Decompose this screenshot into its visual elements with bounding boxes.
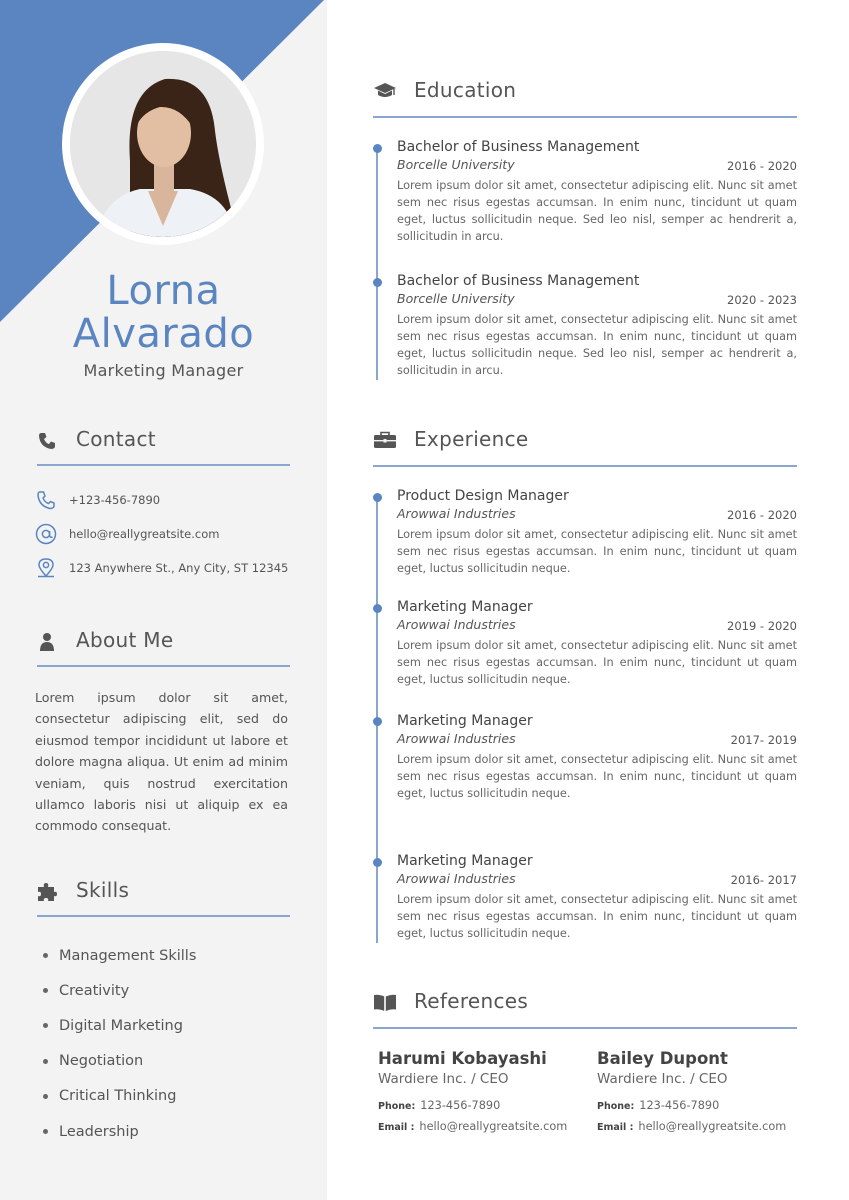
timeline-dot <box>373 604 382 613</box>
entry-dates: 2016 - 2020 <box>727 159 797 173</box>
list-item <box>43 1044 196 1079</box>
email-label: Email : <box>597 1122 634 1133</box>
entry-org: Borcelle University <box>397 291 515 306</box>
entry-description: Lorem ipsum dolor sit amet, consectetur adipiscing elit. Nunc sit amet sem nec risus egestas accumsan. In enim nunc, tincidunt ut quam eget, luctus sollicitudin neque. <box>397 528 797 575</box>
education-timeline <box>376 148 378 380</box>
list-item <box>43 1079 196 1114</box>
graduation-cap-icon <box>373 82 397 100</box>
bullet <box>43 953 48 958</box>
entry-org-row <box>397 731 797 749</box>
entry-description: Lorem ipsum dolor sit amet, consectetur adipiscing elit. Nunc sit amet sem nec risus egestas accumsan. In enim nunc, tincidunt ut quam eget, luctus sollicitudin neque. <box>397 753 797 800</box>
about-text: Lorem ipsum dolor sit amet, consectetur adipiscing elit, sed do eiusmod tempor incididunt ut labore et dolore magna aliqua. Ut enim ad minim veniam, quis nostrud exercitation ullamco laboris nisi ut aliquip ex ea commodo consequat. <box>35 690 288 834</box>
contact-phone[interactable]: +123-456-7890 <box>69 493 161 507</box>
bullet <box>43 1059 48 1064</box>
reference-phone-row <box>597 1099 807 1120</box>
contact-address: 123 Anywhere St., Any City, ST 12345 <box>69 561 289 575</box>
reference-email-row <box>597 1120 807 1141</box>
entry-org: Borcelle University <box>397 157 515 172</box>
entry-org: Arowwai Industries <box>397 506 516 521</box>
entry-title: Product Design Manager <box>397 488 569 504</box>
entry-org-row <box>397 157 797 175</box>
skills-heading: Skills <box>76 878 130 902</box>
bullet <box>43 1094 48 1099</box>
entry-description: Lorem ipsum dolor sit amet, consectetur adipiscing elit. Nunc sit amet sem nec risus egestas accumsan. In enim nunc, tincidunt ut quam eget, luctus sollicitudin neque. Sed leo nisl, semper ac hendrerit a, sollicitudin in arcu. <box>397 313 797 377</box>
entry-dates: 2016 - 2020 <box>727 508 797 522</box>
timeline-dot <box>373 717 382 726</box>
sidebar <box>0 0 327 1200</box>
entry-title: Marketing Manager <box>397 599 533 615</box>
entry-org-row <box>397 871 797 889</box>
entry-dates: 2017- 2019 <box>730 733 797 747</box>
experience-entry <box>397 713 797 802</box>
skill-label: Leadership <box>59 1123 139 1140</box>
phone-label: Phone: <box>378 1101 416 1112</box>
entry-description: Lorem ipsum dolor sit amet, consectetur adipiscing elit. Nunc sit amet sem nec risus egestas accumsan. In enim nunc, tincidunt ut quam eget, luctus sollicitudin neque. Sed leo nisl, semper ac hendrerit a, sollicitudin in arcu. <box>397 179 797 243</box>
avatar <box>70 51 256 237</box>
list-item <box>43 1114 196 1149</box>
contact-divider <box>37 464 290 466</box>
reference-role: Wardiere Inc. / CEO <box>378 1071 509 1087</box>
references-divider <box>373 1027 797 1029</box>
education-entry <box>397 139 797 245</box>
entry-title: Bachelor of Business Management <box>397 273 640 289</box>
skill-label: Management Skills <box>59 947 197 964</box>
reference-email-row <box>378 1120 588 1141</box>
experience-divider <box>373 465 797 467</box>
skills-list <box>43 938 196 1149</box>
briefcase-icon <box>373 431 397 449</box>
reference-phone-row <box>378 1099 588 1120</box>
entry-org-row <box>397 617 797 635</box>
education-heading: Education <box>414 78 517 102</box>
contact-phone-row <box>35 487 160 513</box>
entry-org: Arowwai Industries <box>397 617 516 632</box>
timeline-dot <box>373 493 382 502</box>
entry-dates: 2020 - 2023 <box>727 293 797 307</box>
entry-dates: 2019 - 2020 <box>727 619 797 633</box>
about-divider <box>37 665 290 667</box>
timeline-dot <box>373 144 382 153</box>
phone-label: Phone: <box>597 1101 635 1112</box>
person-icon <box>38 632 56 652</box>
timeline-dot <box>373 858 382 867</box>
reference-email[interactable]: hello@reallygreatsite.com <box>419 1120 568 1133</box>
reference-phone[interactable]: 123-456-7890 <box>420 1099 501 1112</box>
reference-card <box>597 1049 807 1141</box>
experience-entry <box>397 853 797 942</box>
location-pin-icon <box>35 557 57 579</box>
last-name: Alvarado <box>72 311 255 357</box>
reference-role: Wardiere Inc. / CEO <box>597 1071 728 1087</box>
reference-phone[interactable]: 123-456-7890 <box>639 1099 720 1112</box>
avatar-portrait-icon <box>70 51 256 237</box>
list-item <box>43 1008 196 1043</box>
experience-entry <box>397 599 797 688</box>
entry-org-row <box>397 506 797 524</box>
contact-email[interactable]: hello@reallygreatsite.com <box>69 527 220 541</box>
timeline-dot <box>373 278 382 287</box>
entry-org: Arowwai Industries <box>397 731 516 746</box>
experience-heading: Experience <box>414 427 529 451</box>
job-title: Marketing Manager <box>83 361 244 380</box>
skill-label: Critical Thinking <box>59 1088 177 1105</box>
contact-heading: Contact <box>76 427 156 451</box>
skill-label: Digital Marketing <box>59 1017 183 1034</box>
about-heading: About Me <box>76 628 174 652</box>
education-divider <box>373 116 797 118</box>
entry-title: Bachelor of Business Management <box>397 139 640 155</box>
skill-label: Negotiation <box>59 1053 144 1070</box>
email-label: Email : <box>378 1122 415 1133</box>
entry-title: Marketing Manager <box>397 853 533 869</box>
entry-description: Lorem ipsum dolor sit amet, consectetur adipiscing elit. Nunc sit amet sem nec risus egestas accumsan. In enim nunc, tincidunt ut quam eget, luctus sollicitudin neque. <box>397 639 797 686</box>
education-entry <box>397 273 797 379</box>
experience-entry <box>397 488 797 577</box>
open-book-icon <box>373 993 397 1012</box>
puzzle-piece-icon <box>36 882 58 902</box>
contact-email-row <box>35 521 219 547</box>
phone-icon <box>37 431 57 451</box>
reference-name: Harumi Kobayashi <box>378 1049 547 1068</box>
first-name: Lorna <box>106 268 221 314</box>
entry-title: Marketing Manager <box>397 713 533 729</box>
list-item <box>43 938 196 973</box>
phone-outline-icon <box>35 489 57 511</box>
reference-email[interactable]: hello@reallygreatsite.com <box>638 1120 787 1133</box>
entry-org-row <box>397 291 797 309</box>
skill-label: Creativity <box>59 982 130 999</box>
entry-description: Lorem ipsum dolor sit amet, consectetur adipiscing elit. Nunc sit amet sem nec risus egestas accumsan. In enim nunc, tincidunt ut quam eget, luctus sollicitudin neque. <box>397 893 797 940</box>
references-heading: References <box>414 989 529 1013</box>
contact-address-row <box>35 555 288 581</box>
list-item <box>43 973 196 1008</box>
reference-name: Bailey Dupont <box>597 1049 728 1068</box>
entry-dates: 2016- 2017 <box>730 873 797 887</box>
entry-org: Arowwai Industries <box>397 871 516 886</box>
bullet <box>43 988 48 993</box>
skills-divider <box>37 915 290 917</box>
at-sign-icon <box>35 523 57 545</box>
bullet <box>43 1129 48 1134</box>
bullet <box>43 1023 48 1028</box>
reference-card <box>378 1049 588 1141</box>
